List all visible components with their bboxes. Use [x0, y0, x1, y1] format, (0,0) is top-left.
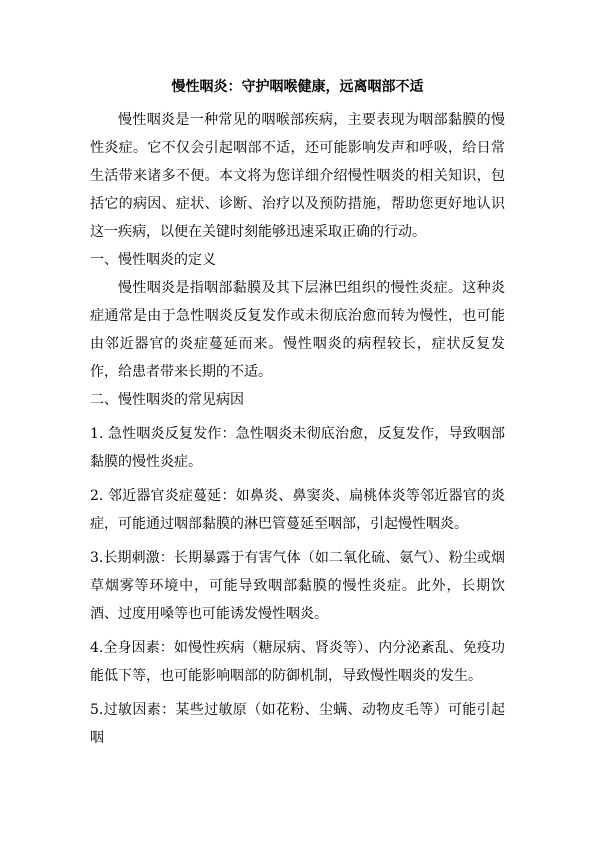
section-heading-causes: 二、慢性咽炎的常见病因: [90, 392, 244, 408]
cause-list-item: 5.过敏因素：某些过敏原（如花粉、尘螨、动物皮毛等）可能引起咽: [90, 702, 505, 746]
cause-list-item: 1. 急性咽炎反复发作：急性咽炎未彻底治愈，反复发作，导致咽部黏膜的慢性炎症。: [90, 426, 505, 470]
cause-list-item: 3.长期刺激：长期暴露于有害气体（如二氧化硫、氨气）、粉尘或烟草烟雾等环境中，可能导致咽部黏膜的慢性炎症。此外，长期饮酒、过度用嗓等也可能诱发慢性咽炎。: [90, 550, 505, 622]
definition-paragraph: 慢性咽炎是指咽部黏膜及其下层淋巴组织的慢性炎症。这种炎症通常是由于急性咽炎反复发作或未彻底治愈而转为慢性，也可能由邻近器官的炎症蔓延而来。慢性咽炎的病程较长，症状反复发作，给患者带来长期的不适。: [90, 280, 505, 380]
section-heading-definition: 一、慢性咽炎的定义: [90, 252, 216, 268]
cause-list-item: 4.全身因素：如慢性疾病（糖尿病、肾炎等）、内分泌紊乱、免疫功能低下等，也可能影响咽部的防御机制，导致慢性咽炎的发生。: [90, 640, 505, 684]
intro-paragraph: 慢性咽炎是一种常见的咽喉部疾病，主要表现为咽部黏膜的慢性炎症。它不仅会引起咽部不适，还可能影响发声和呼吸，给日常生活带来诸多不便。本文将为您详细介绍慢性咽炎的相关知识，包括它的病因、症状、诊断、治疗以及预防措施，帮助您更好地认识这一疾病，以便在关键时刻能够迅速采取正确的行动。: [90, 112, 505, 240]
document-page: [90, 78, 505, 752]
cause-list-item: 2. 邻近器官炎症蔓延：如鼻炎、鼻窦炎、扁桃体炎等邻近器官的炎症，可能通过咽部黏膜的淋巴管蔓延至咽部，引起慢性咽炎。: [90, 488, 505, 532]
document-title: 慢性咽炎：守护咽喉健康，远离咽部不适: [171, 79, 424, 95]
